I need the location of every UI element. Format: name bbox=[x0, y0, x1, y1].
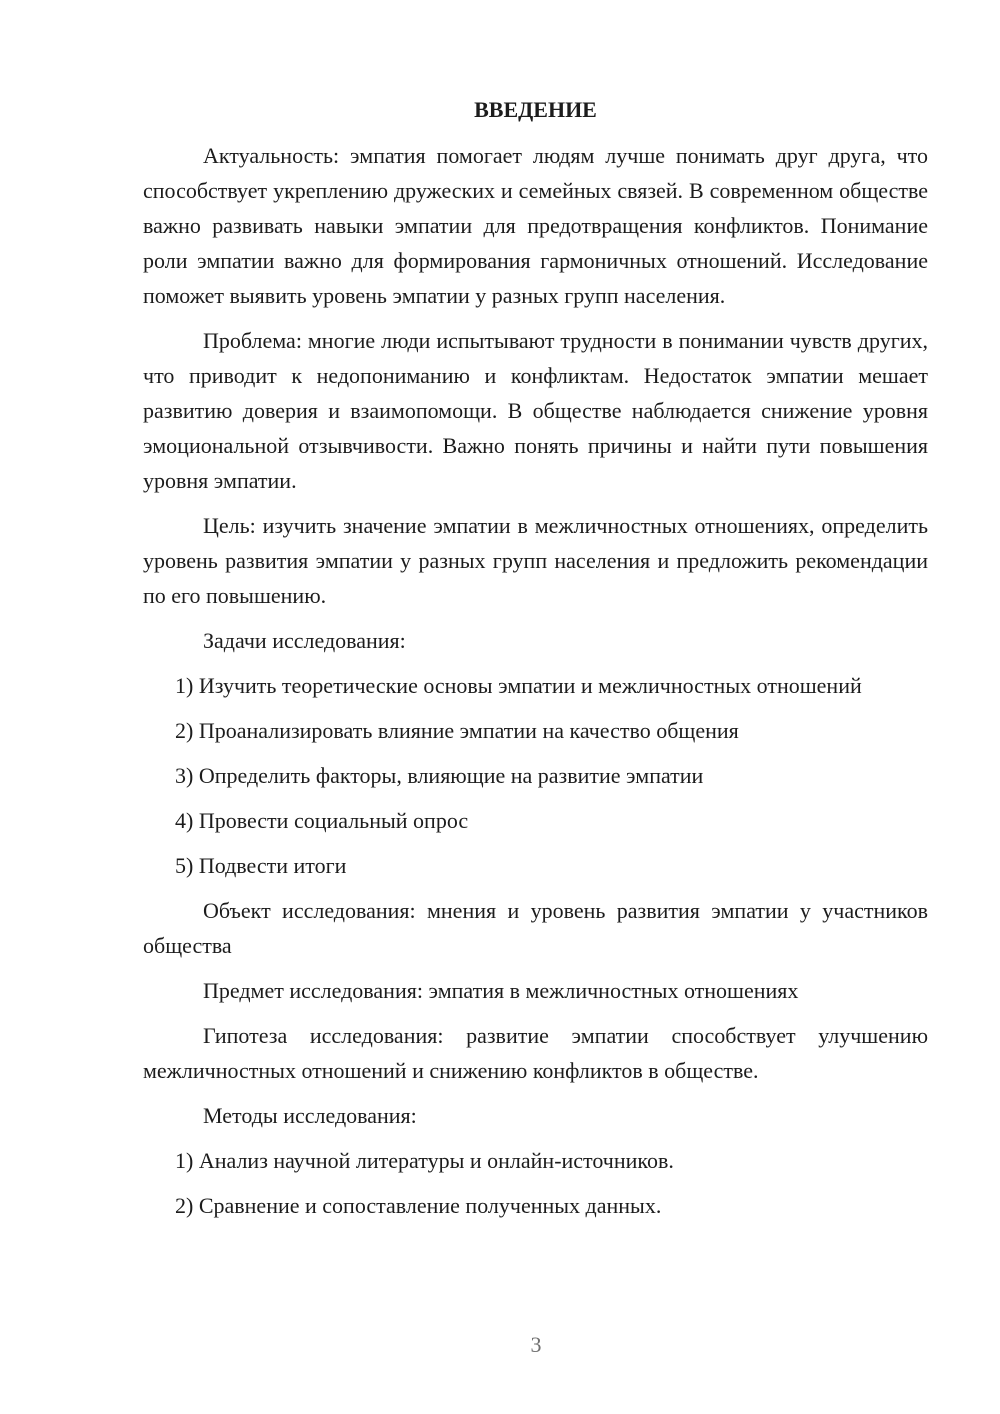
hypothesis-paragraph: Гипотеза исследования: развитие эмпатии способствует улучшению межличностных отношений и снижению конфликтов в обществе. bbox=[143, 1023, 928, 1083]
methods-heading: Методы исследования: bbox=[203, 1103, 417, 1128]
task-item: 3) Определить факторы, влияющие на развитие эмпатии bbox=[175, 763, 704, 788]
subject-paragraph: Предмет исследования: эмпатия в межличностных отношениях bbox=[203, 978, 799, 1003]
object-paragraph: Объект исследования: мнения и уровень развития эмпатии у участников общества bbox=[143, 898, 928, 958]
method-item: 2) Сравнение и сопоставление полученных данных. bbox=[175, 1193, 662, 1218]
tasks-heading: Задачи исследования: bbox=[203, 628, 406, 653]
method-item: 1) Анализ научной литературы и онлайн-источников. bbox=[175, 1148, 674, 1173]
task-item: 5) Подвести итоги bbox=[175, 853, 347, 878]
goal-paragraph: Цель: изучить значение эмпатии в межличностных отношениях, определить уровень развития эмпатии у разных групп населения и предложить рекомендации по его повышению. bbox=[143, 513, 928, 608]
task-item: 2) Проанализировать влияние эмпатии на качество общения bbox=[175, 718, 739, 743]
task-item: 4) Провести социальный опрос bbox=[175, 808, 469, 833]
problem-paragraph: Проблема: многие люди испытывают трудности в понимании чувств других, что приводит к недопониманию и конфликтам. Недостаток эмпатии мешает развитию доверия и взаимопомощи. В обществе наблюдается снижение уровня эмоциональной отзывчивости. Важно понять причины и найти пути повышения уровня эмпатии. bbox=[143, 328, 928, 493]
document-page bbox=[143, 92, 928, 1233]
page-title: ВВЕДЕНИЕ bbox=[474, 97, 597, 122]
relevance-paragraph: Актуальность: эмпатия помогает людям лучше понимать друг друга, что способствует укреплению дружеских и семейных связей. В современном обществе важно развивать навыки эмпатии для предотвращения конфликтов. Понимание роли эмпатии важно для формирования гармоничных отношений. Исследование поможет выявить уровень эмпатии у разных групп населения. bbox=[143, 143, 928, 308]
task-item: 1) Изучить теоретические основы эмпатии и межличностных отношений bbox=[175, 673, 862, 698]
page-number: 3 bbox=[530, 1332, 542, 1357]
